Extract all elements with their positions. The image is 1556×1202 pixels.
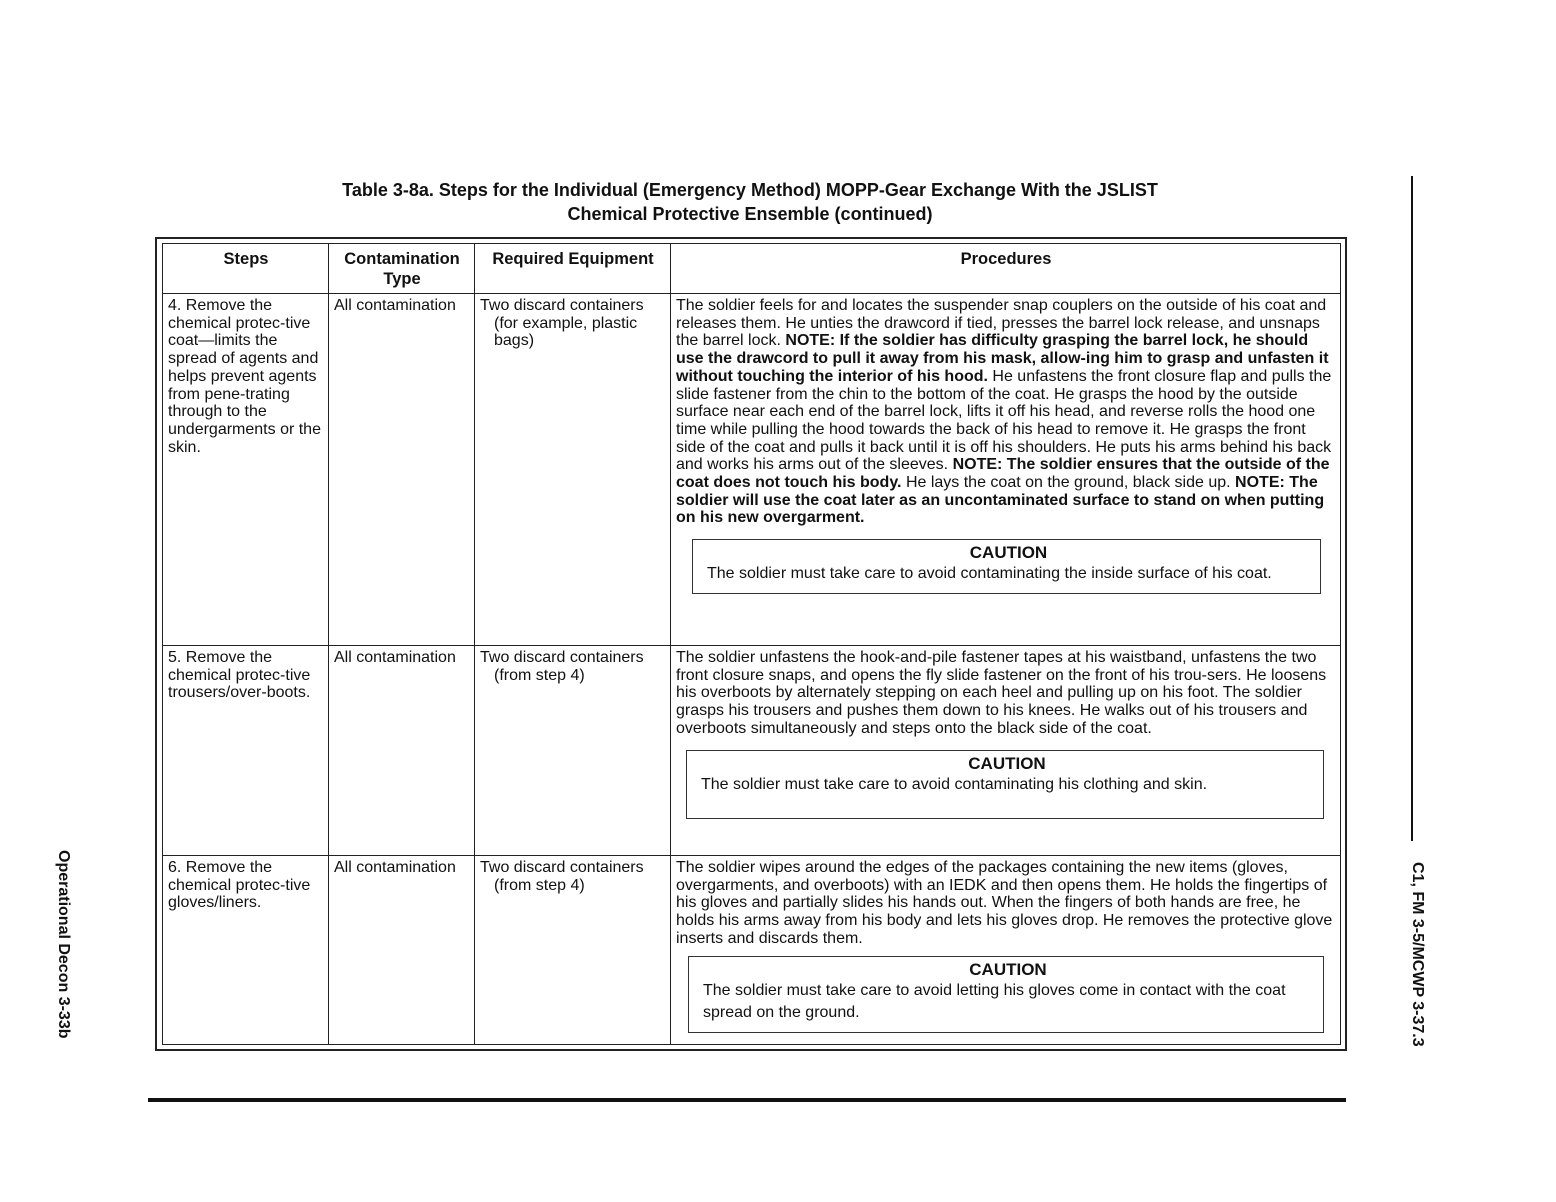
section-page-label: Operational Decon 3-33b bbox=[55, 850, 72, 1039]
equipment-detail: (from step 4) bbox=[494, 876, 585, 894]
caution-box bbox=[692, 539, 1321, 594]
header-steps: Steps bbox=[163, 244, 329, 294]
page-footer-left bbox=[52, 850, 74, 1070]
caution-title: CAUTION bbox=[969, 959, 1047, 979]
table-header-row bbox=[163, 244, 1341, 294]
caution-text: The soldier must take care to avoid contaminating the inside surface of his coat. bbox=[707, 565, 1272, 583]
equipment-cell bbox=[475, 646, 671, 856]
table-row bbox=[163, 294, 1341, 646]
equipment-first-line: Two discard containers bbox=[480, 297, 644, 314]
table-row bbox=[163, 646, 1341, 856]
equipment-first-line: Two discard containers bbox=[480, 649, 644, 666]
contamination-cell: All contamination bbox=[329, 294, 475, 646]
caution-box bbox=[686, 750, 1324, 819]
procedure-text: The soldier wipes around the edges of the packages containing the new items (gloves, overgarments, and overboots) with an IEDK and then opens them. He holds the fingertips of his gloves and partially slides his hands out. When the fingers of both hands are free, he holds his arms away from his body and lets his gloves drop. He removes the protective glove inserts and discards them. bbox=[676, 859, 1333, 947]
header-required-equipment: Required Equipment bbox=[475, 244, 671, 294]
procedure-text bbox=[676, 297, 1336, 527]
bottom-rule bbox=[148, 1098, 1346, 1102]
contamination-cell: All contamination bbox=[329, 856, 475, 1045]
page-footer-right bbox=[1404, 862, 1428, 1072]
step-cell: 5. Remove the chemical protec-tive trousers/over-boots. bbox=[163, 646, 329, 856]
table-row bbox=[163, 856, 1341, 1045]
procedure-paragraph: The soldier feels for and locates the suspender snap couplers on the outside of his coat and releases them. He unties the drawcord if tied, presses the barrel lock release, and unsnaps the barrel lock. bbox=[676, 297, 1327, 350]
step-cell: 4. Remove the chemical protec-tive coat—limits the spread of agents and helps prevent agents from pene-trating through to the undergarments or the skin. bbox=[163, 294, 329, 646]
table-title-line-1: Table 3-8a. Steps for the Individual (Emergency Method) MOPP-Gear Exchange With the JSLIST bbox=[342, 180, 1158, 200]
step-cell: 6. Remove the chemical protec-tive gloves/liners. bbox=[163, 856, 329, 1045]
procedure-text: The soldier unfastens the hook-and-pile fastener tapes at his waistband, unfastens the two front closure snaps, and opens the fly slide fastener on the front of his trou-sers. He loosens his overboots by alternately stepping on each heel and pulling up on his foot. The soldier grasps his trousers and pushes them down to his knees. He walks out of his trousers and overboots simultaneously and steps onto the black side of the coat. bbox=[676, 649, 1327, 737]
header-contamination-type: Contamination Type bbox=[329, 244, 475, 294]
contamination-cell: All contamination bbox=[329, 646, 475, 856]
procedure-cell bbox=[671, 646, 1341, 856]
caution-text: The soldier must take care to avoid contaminating his clothing and skin. bbox=[701, 775, 1208, 793]
equipment-detail: (from step 4) bbox=[494, 666, 585, 684]
right-margin-rule bbox=[1411, 176, 1413, 841]
equipment-cell bbox=[475, 294, 671, 646]
procedure-cell bbox=[671, 856, 1341, 1045]
caution-text: The soldier must take care to avoid letting his gloves come in contact with the coat spread on the ground. bbox=[703, 981, 1286, 1021]
table-title bbox=[155, 178, 1345, 226]
procedure-cell bbox=[671, 294, 1341, 646]
steps-table bbox=[162, 243, 1341, 1045]
procedure-note: NOTE: If the soldier has difficulty grasping the barrel lock, he should use the drawcord to pull it away from his mask, allow-ing him to grasp and unfasten it without touching the interior of his hood. bbox=[676, 332, 1329, 385]
equipment-cell bbox=[475, 856, 671, 1045]
publication-label: C1, FM 3-5/MCWP 3-37.3 bbox=[1409, 862, 1426, 1047]
table-frame bbox=[155, 237, 1347, 1051]
caution-title: CAUTION bbox=[969, 543, 1048, 563]
caution-box bbox=[688, 956, 1324, 1033]
header-procedures: Procedures bbox=[671, 244, 1341, 294]
procedure-note: NOTE: The soldier ensures that the outside of the coat does not touch his body. bbox=[676, 456, 1330, 492]
equipment-first-line: Two discard containers bbox=[480, 859, 644, 876]
procedure-paragraph: He lays the coat on the ground, black side up. bbox=[905, 474, 1231, 492]
caution-title: CAUTION bbox=[968, 753, 1046, 773]
table-title-line-2: Chemical Protective Ensemble (continued) bbox=[567, 204, 933, 224]
procedure-paragraph: He unfastens the front closure flap and pulls the slide fastener from the chin to the bottom of the coat. He grasps the hood by the outside surface near each end of the barrel lock, lifts it off his head, and reverse rolls the hood one time while pulling the hood towards the back of his head to remove it. He grasps the front side of the coat and pulls it back until it is off his shoulders. He puts his arms behind his back and works his arms out of the sleeves. bbox=[676, 367, 1332, 474]
equipment-detail: (for example, plastic bags) bbox=[494, 314, 638, 350]
procedure-note: NOTE: The soldier will use the coat later as an uncontaminated surface to stand on when putting on his new overgarment. bbox=[676, 474, 1325, 527]
